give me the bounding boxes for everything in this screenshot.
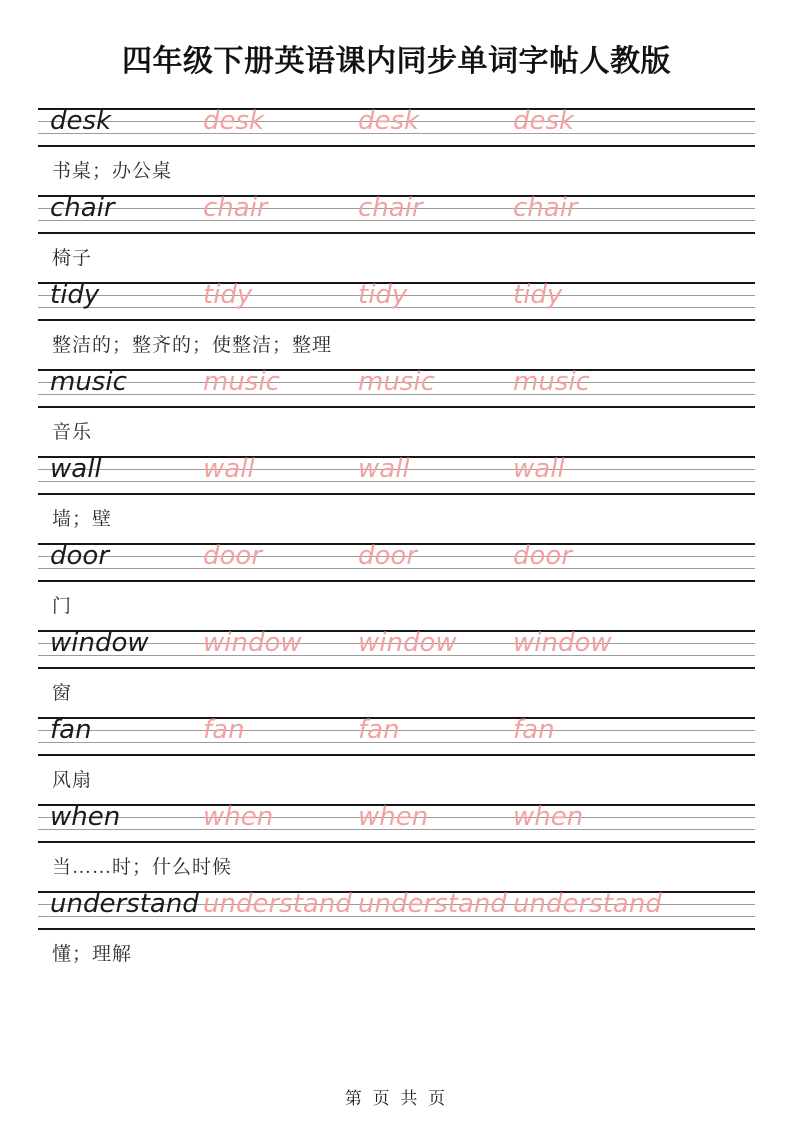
guide-line-bottom [38,232,755,234]
trace-word-3: understand [513,889,662,919]
word-row [38,108,755,195]
writing-guide [38,717,755,756]
model-word: when [50,802,121,832]
guide-line-bottom [38,145,755,147]
word-row [38,369,755,456]
trace-word-1: understand [203,889,352,919]
trace-word-3: chair [513,193,578,223]
guide-line-bottom [38,928,755,930]
model-word: window [50,628,149,658]
writing-guide [38,543,755,582]
word-row [38,891,755,978]
trace-word-2: tidy [358,280,408,310]
word-meaning: 懂；理解 [52,944,133,965]
word-row [38,804,755,891]
page-title: 四年级下册英语课内同步单词字帖人教版 [122,45,671,78]
copybook-sheet [38,108,755,978]
model-word: understand [50,889,199,919]
trace-word-3: door [513,541,573,571]
trace-word-1: wall [203,454,255,484]
trace-word-1: window [203,628,302,658]
trace-word-1: fan [203,715,245,745]
model-word: fan [50,715,92,745]
model-word: desk [50,106,112,136]
trace-word-2: wall [358,454,410,484]
trace-word-2: fan [358,715,400,745]
word-meaning: 音乐 [52,422,93,443]
trace-word-2: music [358,367,435,397]
word-meaning: 当……时；什么时候 [52,857,233,878]
trace-word-3: fan [513,715,555,745]
guide-line-bottom [38,406,755,408]
writing-guide [38,195,755,234]
trace-word-2: chair [358,193,423,223]
trace-word-2: when [358,802,429,832]
guide-line-bottom [38,493,755,495]
trace-word-2: desk [358,106,420,136]
trace-word-2: understand [358,889,507,919]
word-row [38,456,755,543]
model-word: music [50,367,127,397]
word-meaning: 整洁的；整齐的；使整洁；整理 [52,335,333,356]
writing-guide [38,369,755,408]
guide-line-bottom [38,319,755,321]
trace-word-3: when [513,802,584,832]
trace-word-1: tidy [203,280,253,310]
guide-line-bottom [38,754,755,756]
word-meaning: 椅子 [52,248,93,269]
trace-word-1: when [203,802,274,832]
word-row [38,195,755,282]
writing-guide [38,108,755,147]
word-row [38,282,755,369]
word-row [38,630,755,717]
trace-word-1: chair [203,193,268,223]
word-meaning: 门 [52,596,73,617]
guide-line-bottom [38,841,755,843]
writing-guide [38,804,755,843]
word-meaning: 墙；壁 [52,509,113,530]
trace-word-3: desk [513,106,575,136]
word-meaning: 风扇 [52,770,93,791]
model-word: tidy [50,280,100,310]
trace-word-2: window [358,628,457,658]
trace-word-3: music [513,367,590,397]
page-number-footer: 第 页 共 页 [344,1089,449,1108]
writing-guide [38,456,755,495]
trace-word-1: desk [203,106,265,136]
guide-line-bottom [38,667,755,669]
writing-guide [38,891,755,930]
word-row [38,543,755,630]
guide-line-bottom [38,580,755,582]
word-row [38,717,755,804]
trace-word-1: door [203,541,263,571]
word-meaning: 书桌；办公桌 [52,161,173,182]
trace-word-2: door [358,541,418,571]
trace-word-3: wall [513,454,565,484]
trace-word-3: window [513,628,612,658]
trace-word-3: tidy [513,280,563,310]
word-meaning: 窗 [52,683,73,704]
model-word: wall [50,454,102,484]
writing-guide [38,282,755,321]
trace-word-1: music [203,367,280,397]
model-word: chair [50,193,115,223]
model-word: door [50,541,110,571]
writing-guide [38,630,755,669]
